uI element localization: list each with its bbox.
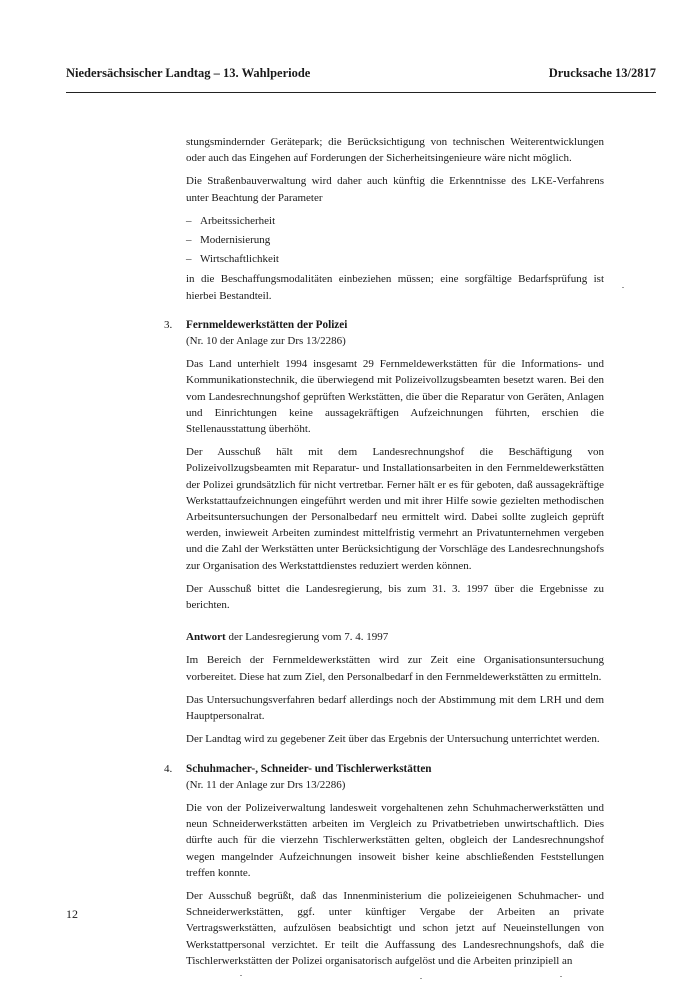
scan-speck [420, 978, 422, 979]
section-paragraph: Der Ausschuß hält mit dem Landesrechnungshof die Beschäftigung von Polizeivollzugsbeamten mit Reparatur- und Installationsarbeiten in den Fernmeldewerkstätten der Polizei grundsätzlich für nicht vertretbar. Ferner hält er es für geboten, daß aussagekräftige Werkstattaufzeichnungen eingeführt werden und mit ihrer Hilfe sowie gezielten methodischen Arbeitsuntersuchungen der Personalbedarf neu ermittelt wird. Dabei sollte zugleich geprüft werden, inwieweit Arbeiten zumindest mittelfristig vermehrt an Privatunternehmen vergeben und die Zahl der Werkstätten unter Berücksichtigung der Vorschläge des Landesrechnungshofs zur Organisation des Werkstattdienstes reduziert werden können. [186, 446, 604, 572]
section-paragraph: Die von der Polizeiverwaltung landesweit vorgehaltenen zehn Schuhmacherwerkstätten und neun Schneiderwerkstätten arbeiten im Vergleich zu Privatbetrieben unwirtschaftlich. Dies dürfte auch für die vierzehn Tischlerwerkstätten gelten, obgleich der Landesrechnungshof wegen mangelnder Aufzeichnungen insoweit bisher keine abschließenden Feststellungen treffen konnte. [186, 801, 604, 879]
answer-paragraph: Das Untersuchungsverfahren bedarf allerdings noch der Abstimmung mit dem LRH und dem Hauptpersonalrat. [186, 693, 604, 723]
answer-heading: Antwort der Landesregierung vom 7. 4. 1997 [186, 631, 389, 644]
page-number: 12 [66, 907, 78, 921]
answer-paragraph: Im Bereich der Fernmeldewerkstätten wird zur Zeit eine Organisationsuntersuchung vorbereitet. Diese hat zum Ziel, den Personalbedarf in den Fernmeldewerkstätten zu ermitteln. [186, 654, 604, 683]
section-number: 4. [164, 762, 173, 775]
section-paragraph: Das Land unterhielt 1994 insgesamt 29 Fernmeldewerkstätten für die Informations- und Kommunikationstechnik, die überwiegend mit Polizeivollzugsbeamten besetzt waren. Bei den vom Landesrechnungshof geprüften Werkstätten, die über die Reparatur von Geräten, Anlagen und Einrichtungen keine aussagekräftigen Aufzeichnungen führten, erschien die Stellenausstattung überhöht. [186, 358, 604, 436]
answer-paragraph: Der Landtag wird zu gegebener Zeit über das Ergebnis der Untersuchung unterrichtet werden. [186, 733, 600, 746]
document-number: Drucksache 13/2817 [548, 66, 656, 80]
section-3 [164, 317, 604, 748]
parameter-list [186, 213, 604, 268]
intro-paragraph-3: in die Beschaffungsmodalitäten einbeziehen müssen; eine sorgfältige Bedarfsprüfung ist hierbei Bestandteil. [186, 273, 604, 302]
section-reference: (Nr. 11 der Anlage zur Drs 13/2286) [186, 778, 346, 791]
scan-speck [622, 287, 624, 288]
section-reference: (Nr. 10 der Anlage zur Drs 13/2286) [186, 335, 346, 348]
intro-paragraph-2: Die Straßenbauverwaltung wird daher auch künftig die Erkenntnisse des LKE-Verfahrens unter Beachtung der Parameter [186, 175, 604, 204]
header-rule [66, 92, 656, 93]
page-header [66, 66, 656, 81]
list-item: – Arbeitssicherheit [186, 214, 276, 227]
scan-speck [240, 975, 242, 976]
list-item: – Modernisierung [186, 234, 271, 247]
section-title: Fernmeldewerkstätten der Polizei [186, 318, 348, 331]
list-item: – Wirtschaftlichkeit [186, 253, 279, 266]
section-paragraph: Der Ausschuß bittet die Landesregierung, bis zum 31. 3. 1997 über die Ergebnisse zu berichten. [186, 582, 604, 612]
section-paragraph: Der Ausschuß begrüßt, daß das Innenministerium die polizeieigenen Schuhmacher- und Schneiderwerkstätten, ggf. unter künftiger Vergabe der Arbeiten an private Vertragswerkstätten, aufzulösen beabsichtigt und schon jetzt auf Neueinstellungen von Werkstattpersonal verzichtet. Er teilt die Auffassung des Landesrechnungshofs, daß die Tischlerwerkstätten der Polizei organisatorisch aufgelöst und die Arbeiten prinzipiell an [186, 889, 604, 967]
intro-paragraph-1: stungsmindernder Gerätepark; die Berücksichtigung von technischen Weiterentwicklungen oder auch das Eingehen auf Forderungen der Sicherheitsingenieure wäre nicht möglich. [186, 136, 604, 165]
section-4 [164, 761, 604, 969]
document-body [164, 134, 604, 976]
section-number: 3. [164, 318, 173, 331]
section-title: Schuhmacher-, Schneider- und Tischlerwerkstätten [186, 762, 432, 775]
scan-speck [560, 976, 562, 977]
header-title: Niedersächsischer Landtag – 13. Wahlperiode [66, 66, 311, 80]
